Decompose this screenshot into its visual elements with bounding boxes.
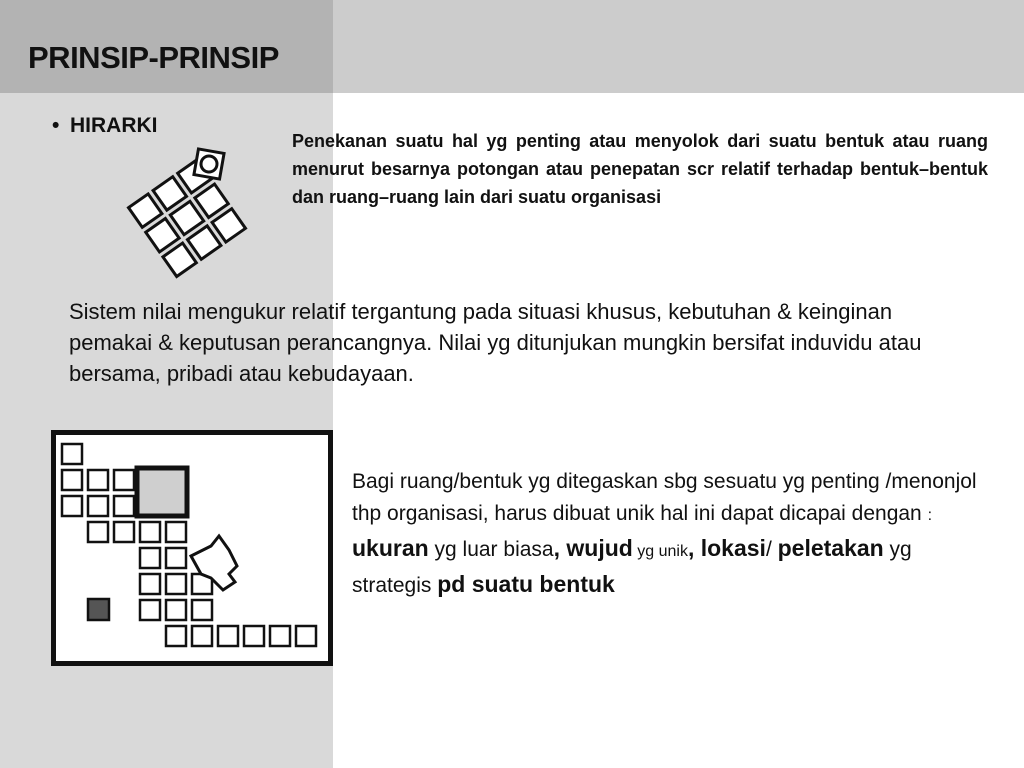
diagram-square xyxy=(296,626,316,646)
grid-square xyxy=(170,201,203,234)
diagram-square xyxy=(244,626,264,646)
diagram-square xyxy=(192,600,212,620)
criteria-pd-suatu-bentuk: pd suatu bentuk xyxy=(437,571,615,597)
diagram-square xyxy=(166,626,186,646)
bullet-marker: • xyxy=(52,114,60,137)
diagram-square xyxy=(166,574,186,594)
large-emphasized-square xyxy=(137,468,187,516)
diagram-square xyxy=(114,522,134,542)
diagram-square xyxy=(166,548,186,568)
grid-square xyxy=(163,243,196,276)
diagram-square xyxy=(140,522,160,542)
diagram-square xyxy=(166,600,186,620)
criteria-peletakan-desc: yg strategis xyxy=(352,538,912,597)
diagram-square xyxy=(88,470,108,490)
definition-text: Penekanan suatu hal yg penting atau menyolok dari suatu bentuk atau ruang menurut besarnya potongan atau penepatan scr relatif terhadap bentuk–bentuk dan ruang–ruang lain dari suatu organisasi xyxy=(292,131,988,207)
diagram-square xyxy=(166,522,186,542)
grid-square xyxy=(195,184,228,217)
diagram-square xyxy=(88,522,108,542)
diagram-square xyxy=(218,626,238,646)
criteria-colon: : xyxy=(927,507,933,524)
diagram-square xyxy=(140,548,160,568)
diagram-square xyxy=(114,496,134,516)
grid-square xyxy=(187,226,220,259)
grid-square xyxy=(153,177,186,210)
diagram-square xyxy=(62,470,82,490)
grid-square xyxy=(212,209,245,242)
diagram-square xyxy=(62,444,82,464)
grid-square xyxy=(146,218,179,251)
emphasized-circle xyxy=(200,155,219,174)
diagram-square xyxy=(114,470,134,490)
criteria-peletakan: peletakan xyxy=(777,535,884,561)
criteria-lokasi: , lokasi xyxy=(687,535,766,561)
diagram-square xyxy=(270,626,290,646)
criteria-wujud-desc: yg unik xyxy=(632,543,688,560)
hierarchy-criteria-text xyxy=(352,466,992,602)
bullet-hirarki xyxy=(52,114,158,138)
diagram-square xyxy=(62,496,82,516)
diagram-square xyxy=(88,496,108,516)
diagram-square xyxy=(192,626,212,646)
criteria-ukuran-desc: yg luar biasa xyxy=(428,538,554,561)
page-title: PRINSIP-PRINSIP xyxy=(28,40,279,75)
diagram-square xyxy=(140,600,160,620)
criteria-ukuran: ukuran xyxy=(352,535,429,561)
criteria-wujud: wujud xyxy=(566,535,633,561)
grid-square xyxy=(129,194,162,227)
small-dark-square xyxy=(88,599,109,620)
hierarchy-rotated-grid-diagram xyxy=(125,140,265,280)
bullet-label: HIRARKI xyxy=(70,114,158,137)
criteria-slash: / xyxy=(765,538,778,561)
value-system-paragraph: Sistem nilai mengukur relatif tergantung pada situasi khusus, kebutuhan & keinginan pemakai & keputusan perancangnya. Nilai yg ditunjukan mungkin bersifat induvidu atau bersama, pribadi atau kebudayaan. xyxy=(69,299,922,386)
criteria-comma: , xyxy=(553,535,567,561)
hierarchy-organization-diagram xyxy=(51,430,333,666)
criteria-intro: Bagi ruang/bentuk yg ditegaskan sbg sesuatu yg penting /menonjol thp organisasi, harus dibuat unik hal ini dapat dicapai dengan xyxy=(352,470,977,525)
diagram-square xyxy=(140,574,160,594)
